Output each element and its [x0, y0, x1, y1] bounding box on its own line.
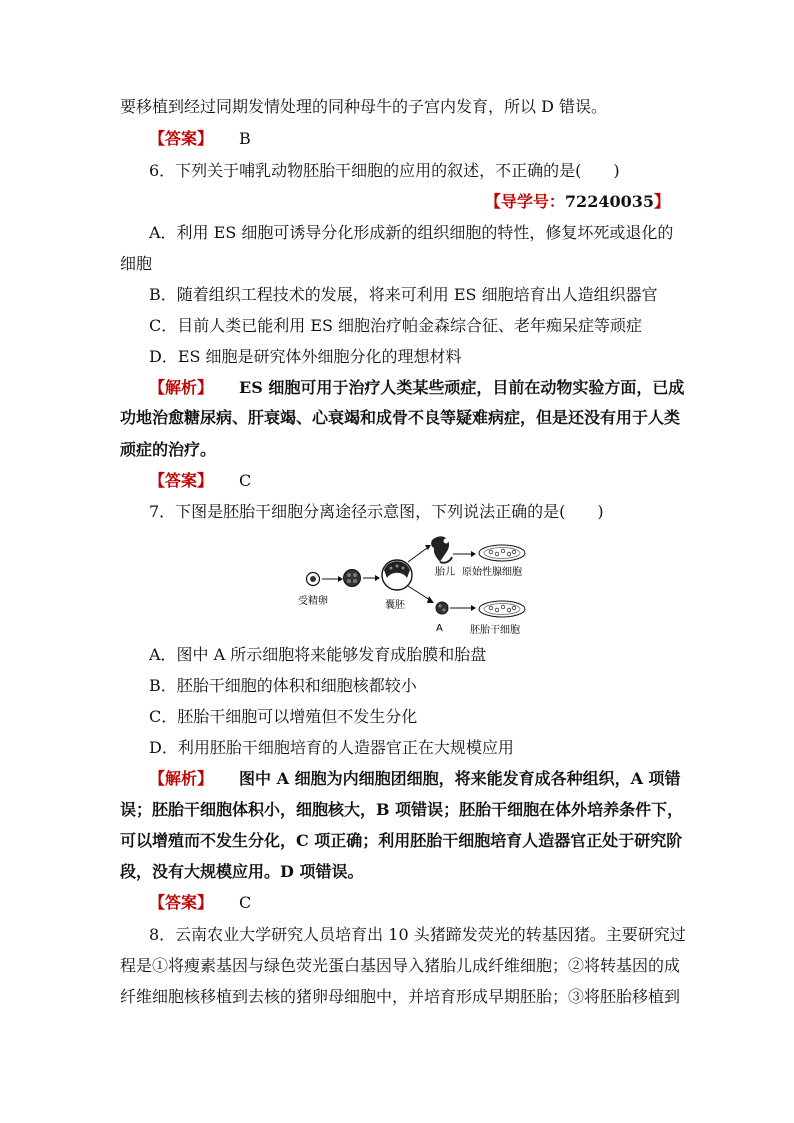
- question-6: 6．下列关于哺乳动物胚胎干细胞的应用的叙述，不正确的是( ): [149, 161, 620, 180]
- cell-a-label: A: [436, 623, 443, 634]
- q7-option-a: A．图中 A 所示细胞将来能够发育成胎膜和胎盘: [149, 645, 487, 664]
- primordial-germ-cell-label: 原始性腺细胞: [462, 567, 522, 578]
- fertilized-egg-label: 受精卵: [298, 596, 328, 607]
- answer-tag: 【答案】: [149, 129, 214, 148]
- inner-cell-mass-icon: [436, 602, 448, 614]
- q6-option-b: B．随着组织工程技术的发展，将来可利用 ES 细胞培育出人造组织器官: [149, 285, 658, 304]
- explanation-7-line2: 误；胚胎干细胞体积小，细胞核大，B 项错误；胚胎干细胞在体外培养条件下，: [120, 800, 684, 819]
- fertilized-egg-icon: [307, 573, 320, 586]
- answer-5: 【答案】 B: [149, 129, 251, 148]
- petri-dish-bottom-icon: [479, 601, 525, 617]
- morula-icon: [344, 570, 361, 587]
- question-8-line2: 程是①将瘦素基因与绿色荧光蛋白基因导入猪胎儿成纤维细胞；②将转基因的成: [120, 956, 681, 975]
- question-7: 7．下图是胚胎干细胞分离途径示意图，下列说法正确的是( ): [149, 502, 604, 521]
- explanation-7: 【解析】 图中 A 细胞为内细胞团细胞，将来能发育成各种组织，A 项错: [149, 769, 681, 788]
- question-8: 8．云南农业大学研究人员培育出 10 头猪蹄发荧光的转基因猪。主要研究过: [149, 925, 686, 944]
- explanation-6-line3: 顽症的治疗。: [120, 440, 217, 459]
- fetus-icon: [431, 536, 452, 562]
- fetus-label: 胎儿: [435, 567, 455, 578]
- q6-option-c: C．目前人类已能利用 ES 细胞治疗帕金森综合征、老年痴呆症等顽症: [149, 316, 643, 335]
- q6-option-d: D．ES 细胞是研究体外细胞分化的理想材料: [149, 347, 462, 366]
- q7-option-b: B．胚胎干细胞的体积和细胞核都较小: [149, 676, 417, 695]
- embryonic-stem-cell-label: 胚胎干细胞: [470, 625, 520, 636]
- q7-option-d: D．利用胚胎干细胞培育的人造器官正在大规模应用: [149, 738, 514, 757]
- q7-option-c: C．胚胎干细胞可以增殖但不发生分化: [149, 707, 418, 726]
- q6-option-a: A．利用 ES 细胞可诱导分化形成新的组织细胞的特性，修复坏死或退化的: [149, 223, 674, 242]
- explanation-7-line3: 可以增殖而不发生分化，C 项正确；利用胚胎干细胞培育人造器官正处于研究阶: [120, 831, 683, 850]
- question-8-line3: 纤维细胞核移植到去核的猪卵母细胞中，并培育形成早期胚胎；③将胚胎移植到: [120, 987, 681, 1006]
- explanation-6: 【解析】 ES 细胞可用于治疗人类某些顽症，目前在动物实验方面，已成: [149, 378, 685, 397]
- q6-option-a-cont: 细胞: [120, 254, 153, 273]
- embryonic-stem-cell-diagram: [290, 532, 540, 640]
- answer-6: 【答案】 C: [149, 471, 252, 490]
- blastocyst-icon: [382, 560, 412, 590]
- continued-text-line: 要移植到经过同期发情处理的同种母牛的子宫内发育，所以 D 错误。: [120, 97, 608, 116]
- guide-number: 【导学号：72240035】: [484, 192, 670, 211]
- explanation-7-line4: 段，没有大规模应用。D 项错误。: [120, 862, 364, 881]
- petri-dish-top-icon: [479, 545, 525, 561]
- blastocyst-label: 囊胚: [385, 600, 405, 611]
- explanation-6-line2: 功地治愈糖尿病、肝衰竭、心衰竭和成骨不良等疑难病症，但是还没有用于人类: [120, 408, 681, 427]
- answer-7: 【答案】 C: [149, 893, 252, 912]
